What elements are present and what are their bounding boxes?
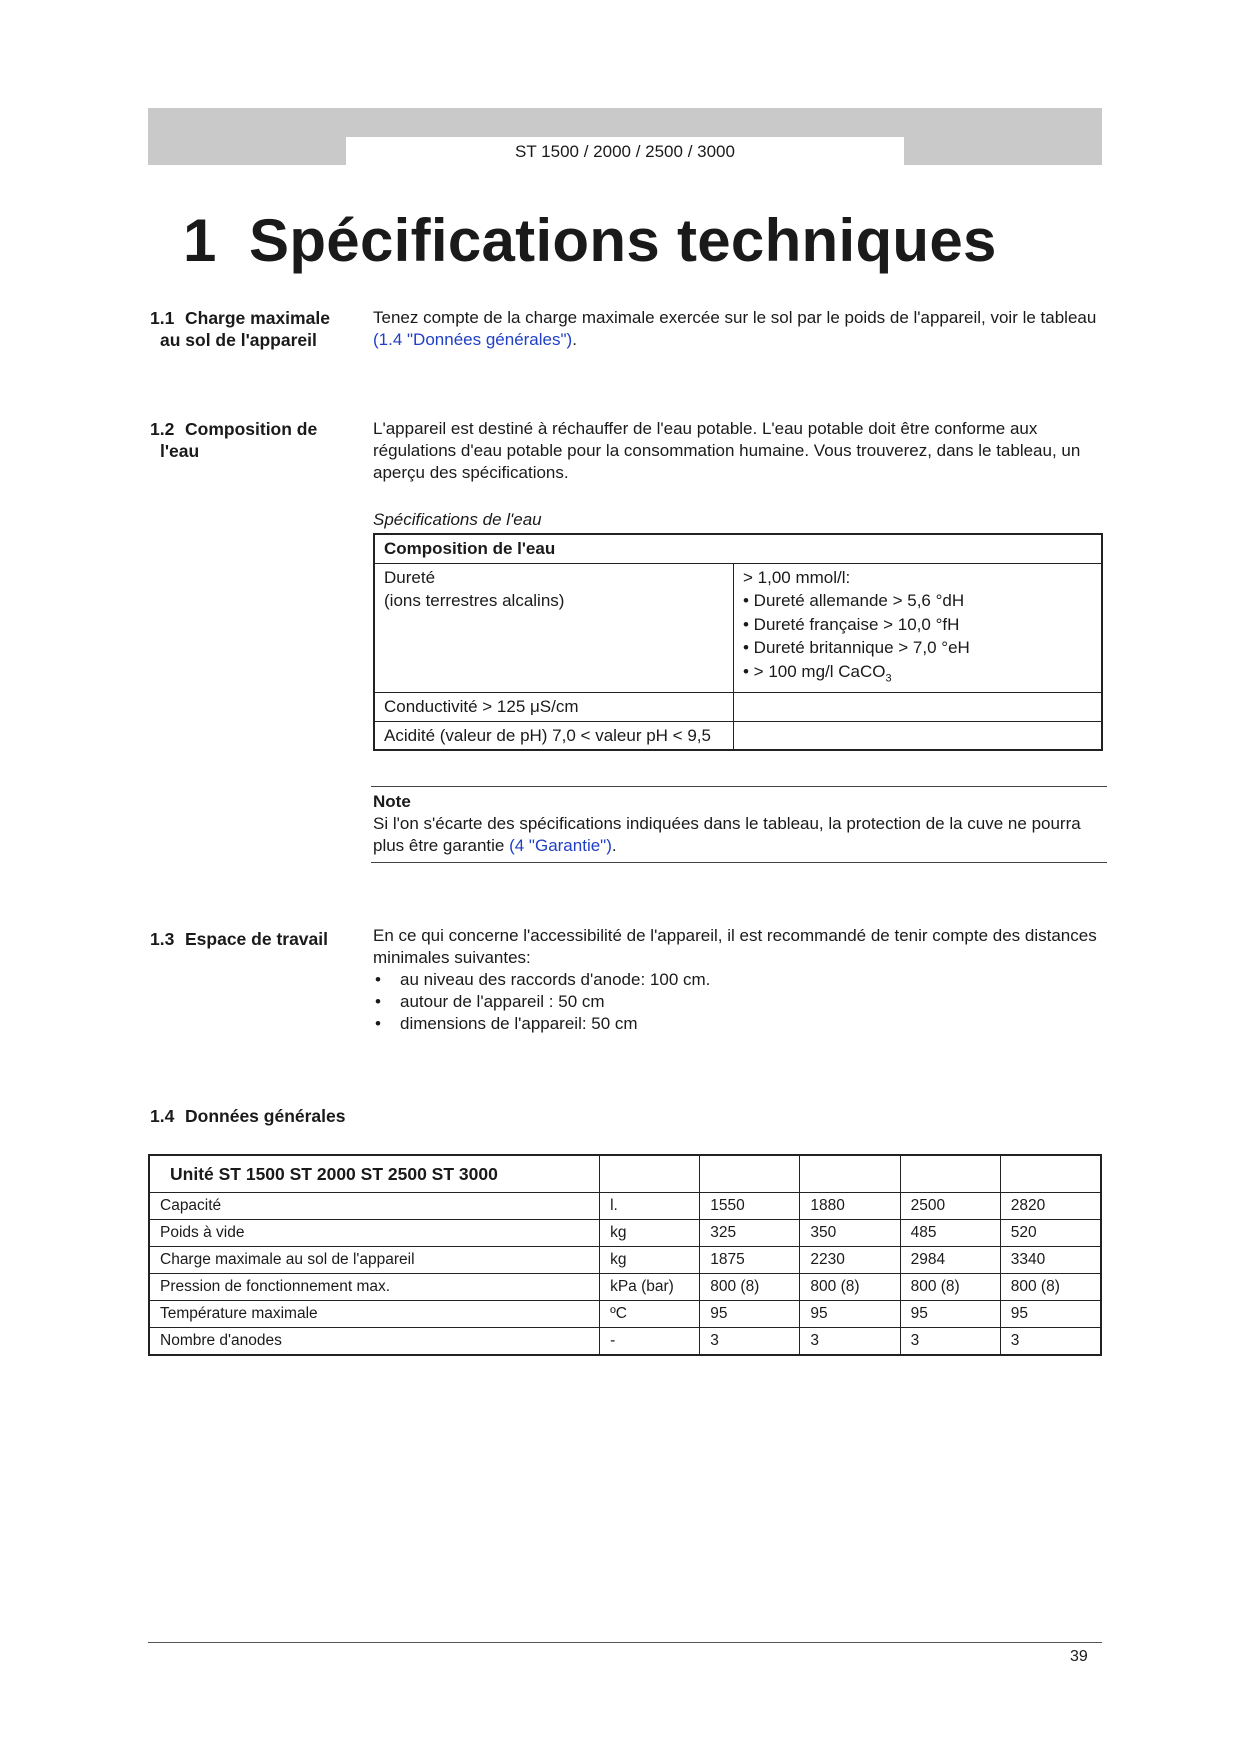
hardness-value: > 1,00 mmol/l: — [743, 567, 851, 587]
chapter-title — [183, 206, 997, 275]
chapter-title-text: Spécifications techniques — [249, 207, 997, 274]
section-1-2-heading — [150, 418, 350, 462]
text-before-link: Tenez compte de la charge maximale exercée sur le sol par le poids de l'appareil, voir le tableau — [373, 308, 1097, 327]
conductivity-cell: Conductivité > 125 μS/cm — [374, 693, 734, 722]
hardness-value: • Dureté française > 10,0 °fH — [743, 614, 960, 634]
section-1-2-text: L'appareil est destiné à réchauffer de l'eau potable. L'eau potable doit être conforme aux régulations d'eau potable pour la consommation humaine. Vous trouverez, dans le tableau, un aperçu des spécifications. — [373, 419, 1081, 482]
note-text: Si l'on s'écarte des spécifications indiquées dans le tableau, la protection de la cuve ne pourra plus être garantie (4 "Garantie"). — [373, 814, 1081, 855]
section-1-3-text — [373, 925, 1103, 1035]
section-number: 1.1 — [150, 308, 175, 328]
section-1-4-heading — [150, 1105, 450, 1127]
water-table-title: Composition de l'eau — [374, 534, 1102, 563]
note-title: Note — [373, 792, 411, 811]
section-title-line2: au sol de l'appareil — [160, 330, 317, 350]
hardness-value: • Dureté britannique > 7,0 °eH — [743, 638, 970, 657]
hardness-values-cell — [734, 563, 1103, 693]
note-box — [371, 786, 1107, 863]
chapter-number: 1 — [183, 207, 217, 274]
list-item: • au niveau des raccords d'anode: 100 cm. — [373, 969, 1103, 991]
empty-cell — [734, 721, 1103, 750]
empty-header-cell — [1000, 1155, 1101, 1193]
hardness-label-cell — [374, 563, 734, 693]
empty-header-cell — [700, 1155, 800, 1193]
table-caption: Spécifications de l'eau — [373, 510, 542, 529]
water-spec-table — [373, 533, 1103, 751]
text-after-link: . — [572, 330, 577, 349]
distance-list — [373, 969, 1103, 1035]
hardness-sublabel: (ions terrestres alcalins) — [384, 591, 565, 610]
hardness-label: Dureté — [384, 567, 436, 587]
header-model-line: ST 1500 / 2000 / 2500 / 3000 — [346, 137, 904, 167]
section-number: 1.3 — [150, 929, 175, 949]
general-data-table — [148, 1154, 1102, 1356]
table-row: Température maximale ºC 95 95 95 95 — [149, 1301, 1101, 1328]
empty-cell — [734, 693, 1103, 722]
table-row: Pression de fonctionnement max. kPa (bar) 800 (8) 800 (8) 800 (8) 800 (8) — [149, 1274, 1101, 1301]
section-title: Espace de travail — [185, 929, 328, 949]
section-1-3-heading — [150, 928, 350, 950]
page-number: 39 — [1070, 1648, 1088, 1665]
hardness-value: • Dureté allemande > 5,6 °dH — [743, 591, 965, 610]
table-row: Capacité l. 1550 1880 2500 2820 — [149, 1193, 1101, 1220]
section-1-1-heading — [150, 307, 350, 351]
empty-header-cell — [900, 1155, 1000, 1193]
section-title: Données générales — [185, 1106, 346, 1126]
section-title-line1: Charge maximale — [185, 308, 330, 328]
section-1-1-text — [373, 307, 1103, 351]
table-row: Nombre d'anodes - 3 3 3 3 — [149, 1328, 1101, 1356]
footer-rule — [148, 1642, 1102, 1643]
guarantee-link[interactable]: (4 "Garantie") — [509, 836, 612, 855]
section-number: 1.2 — [150, 419, 175, 439]
empty-header-cell — [800, 1155, 900, 1193]
section-number: 1.4 — [150, 1106, 175, 1126]
acidity-cell: Acidité (valeur de pH) 7,0 < valeur pH < 9,5 — [374, 721, 734, 750]
list-item: • dimensions de l'appareil: 50 cm — [373, 1013, 1103, 1035]
empty-header-cell — [600, 1155, 700, 1193]
table-header: Unité ST 1500 ST 2000 ST 2500 ST 3000 — [149, 1155, 600, 1193]
section-title-line2: l'eau — [160, 441, 200, 461]
cross-reference-link[interactable]: (1.4 "Données générales") — [373, 330, 573, 349]
section-title-line1: Composition de — [185, 419, 318, 439]
list-item: • autour de l'appareil : 50 cm — [373, 991, 1103, 1013]
table-row: Charge maximale au sol de l'appareil kg 1875 2230 2984 3340 — [149, 1247, 1101, 1274]
hardness-value-caco3: • > 100 mg/l CaCO$_3$ — [743, 661, 892, 684]
table-row: Poids à vide kg 325 350 485 520 — [149, 1220, 1101, 1247]
workspace-intro: En ce qui concerne l'accessibilité de l'appareil, il est recommandé de tenir compte des distances minimales suivantes: — [373, 926, 1097, 967]
